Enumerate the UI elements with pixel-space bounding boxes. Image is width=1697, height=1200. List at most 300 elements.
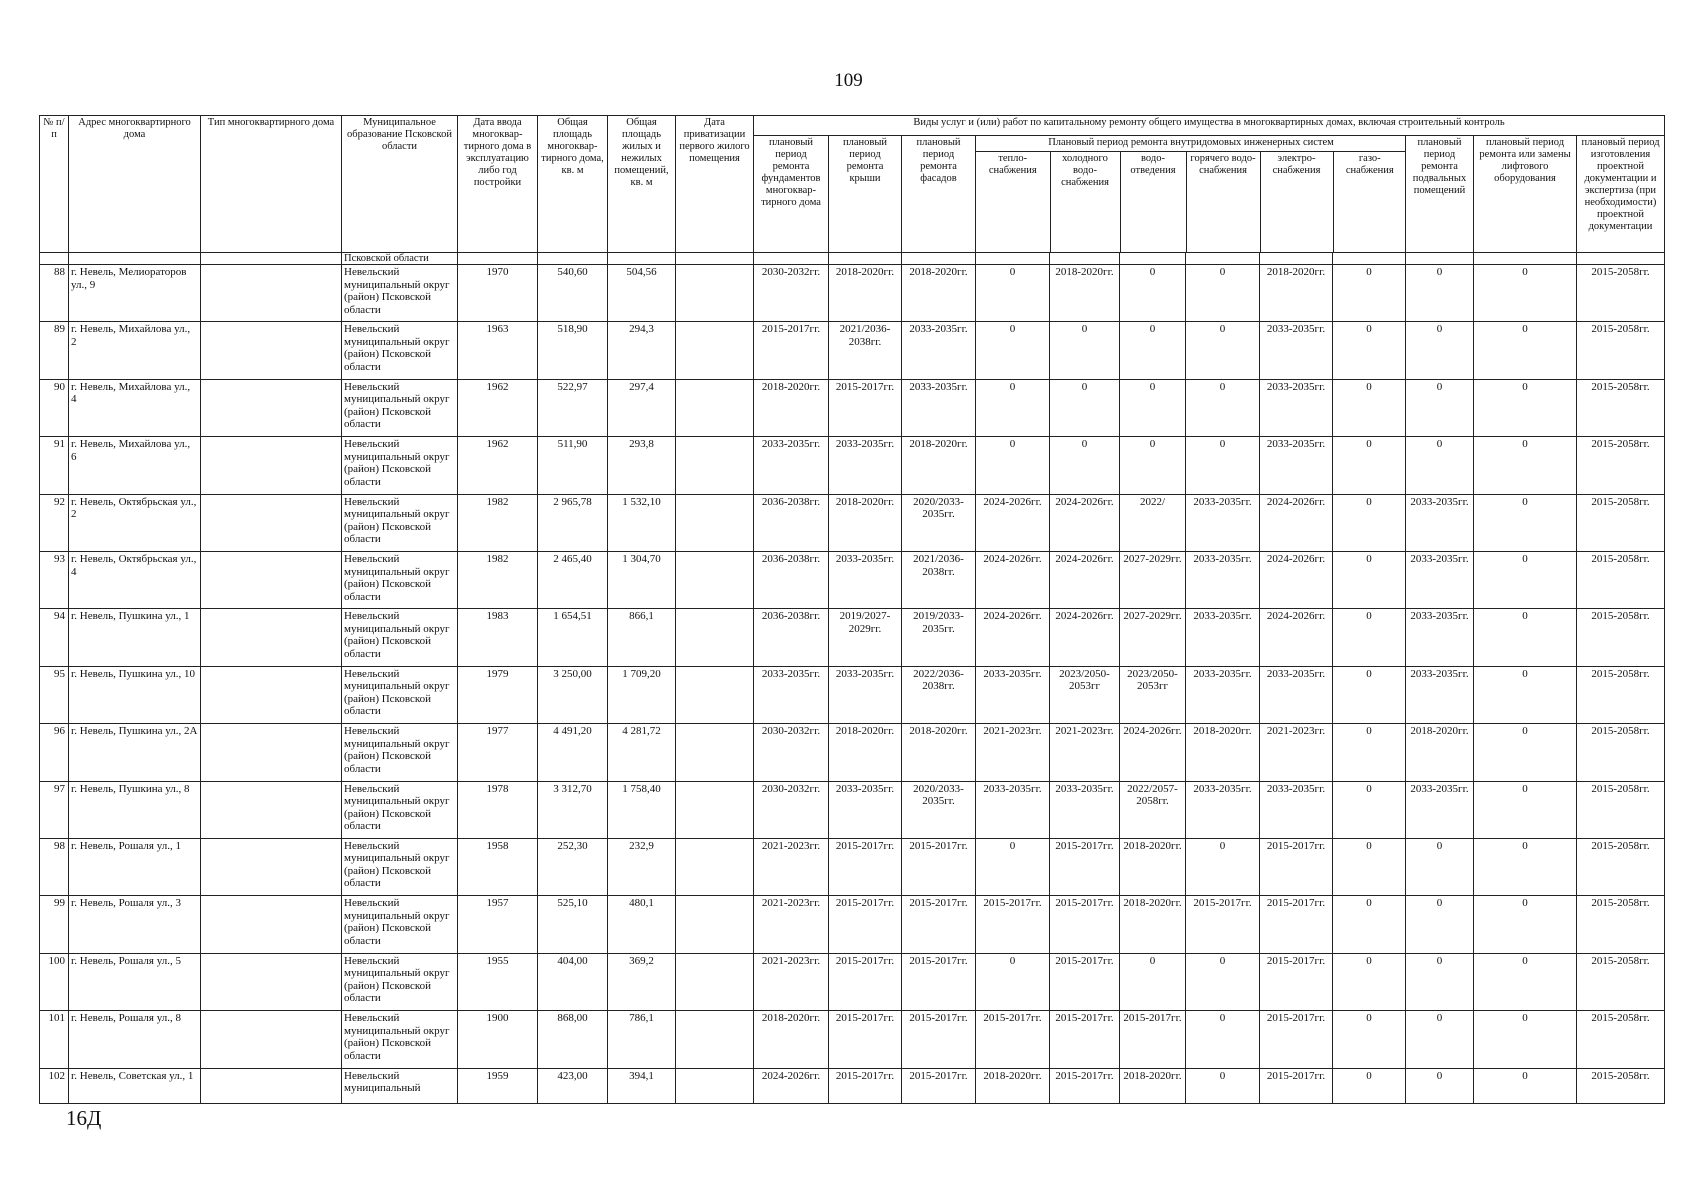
cell-municipality: Невельский муниципальный округ (район) Псковской области xyxy=(342,1011,458,1068)
cell-basement: 0 xyxy=(1406,838,1474,895)
cell-heat: 2033-2035гг. xyxy=(976,666,1050,723)
cell-electric: 2015-2017гг. xyxy=(1260,838,1333,895)
cell-heat: 2024-2026гг. xyxy=(976,609,1050,666)
cell-heat: 0 xyxy=(976,437,1050,494)
table-row xyxy=(40,494,1665,551)
cell-heat: 0 xyxy=(976,379,1050,436)
cell-privatization xyxy=(676,437,754,494)
cell-design: 2015-2058гг. xyxy=(1577,437,1665,494)
cell-privatization xyxy=(676,265,754,322)
cell-sewage: 0 xyxy=(1120,379,1186,436)
cell-cold-water: 2015-2017гг. xyxy=(1050,838,1120,895)
cell-address: г. Невель, Рошаля ул., 1 xyxy=(69,838,201,895)
cell-type xyxy=(201,896,342,953)
cell-total-area: 868,00 xyxy=(538,1011,608,1068)
cell-sewage: 0 xyxy=(1120,953,1186,1010)
continuation-row xyxy=(40,253,1665,265)
header-heat: тепло-снабжения xyxy=(976,151,1050,252)
cell-year: 1963 xyxy=(458,322,538,379)
cell-type xyxy=(201,666,342,723)
cell-foundation: 2024-2026гг. xyxy=(754,1068,829,1103)
cell-sewage: 2022/ xyxy=(1120,494,1186,551)
cell-roof: 2018-2020гг. xyxy=(829,724,902,781)
cell-elevator: 0 xyxy=(1474,838,1577,895)
cell-electric: 2033-2035гг. xyxy=(1260,322,1333,379)
cell-foundation: 2036-2038гг. xyxy=(754,552,829,609)
cell-hot-water: 2015-2017гг. xyxy=(1186,896,1260,953)
cell-heat: 2015-2017гг. xyxy=(976,896,1050,953)
cell-heat: 0 xyxy=(976,838,1050,895)
cell-facade: 2019/2033-2035гг. xyxy=(902,609,976,666)
cell-municipality: Невельский муниципальный округ (район) Псковской области xyxy=(342,781,458,838)
header-roof: плановый период ремонта крыши xyxy=(829,136,902,253)
cell-cold-water: 2018-2020гг. xyxy=(1050,265,1120,322)
cell-heat: 0 xyxy=(976,265,1050,322)
cell-privatization xyxy=(676,838,754,895)
cell-sewage: 2018-2020гг. xyxy=(1120,838,1186,895)
table-row xyxy=(40,1011,1665,1068)
cell-num: 102 xyxy=(40,1068,69,1103)
cell-basement: 0 xyxy=(1406,379,1474,436)
cell-design: 2015-2058гг. xyxy=(1577,609,1665,666)
cell-municipality: Невельский муниципальный округ (район) Псковской области xyxy=(342,437,458,494)
cell-address: г. Невель, Октябрьская ул., 2 xyxy=(69,494,201,551)
cell-sewage: 2024-2026гг. xyxy=(1120,724,1186,781)
table-row xyxy=(40,609,1665,666)
table-row xyxy=(40,838,1665,895)
cell-privatization xyxy=(676,666,754,723)
cell-facade: 2033-2035гг. xyxy=(902,379,976,436)
cell-foundation: 2036-2038гг. xyxy=(754,494,829,551)
cell-sewage: 0 xyxy=(1120,322,1186,379)
cell-gas: 0 xyxy=(1333,322,1406,379)
cell-cold-water: 2015-2017гг. xyxy=(1050,953,1120,1010)
header-num: № п/п xyxy=(40,116,69,253)
cell-roof: 2015-2017гг. xyxy=(829,1068,902,1103)
cell-elevator: 0 xyxy=(1474,265,1577,322)
cell-basement: 0 xyxy=(1406,265,1474,322)
cell-basement: 0 xyxy=(1406,953,1474,1010)
cell-hot-water: 2033-2035гг. xyxy=(1186,666,1260,723)
cell-hot-water: 0 xyxy=(1186,1011,1260,1068)
cell-type xyxy=(201,265,342,322)
cell-municipality: Невельский муниципальный округ (район) Псковской области xyxy=(342,724,458,781)
cell-heat: 2024-2026гг. xyxy=(976,494,1050,551)
header-sewage: водо-отведения xyxy=(1120,151,1186,252)
header-address: Адрес многоквартирного дома xyxy=(69,116,201,253)
cell-hot-water: 2033-2035гг. xyxy=(1186,609,1260,666)
cell-design: 2015-2058гг. xyxy=(1577,494,1665,551)
cell-type xyxy=(201,379,342,436)
cell-sewage: 0 xyxy=(1120,265,1186,322)
cell-gas: 0 xyxy=(1333,437,1406,494)
cell-heat: 2033-2035гг. xyxy=(976,781,1050,838)
cell-total-area: 4 491,20 xyxy=(538,724,608,781)
header-total-area: Общая площадь многоквар-тирного дома, кв. м xyxy=(538,116,608,253)
cell-sewage: 2027-2029гг. xyxy=(1120,609,1186,666)
cell-type xyxy=(201,609,342,666)
cell-num: 93 xyxy=(40,552,69,609)
cell-municipality: Невельский муниципальный xyxy=(342,1068,458,1103)
table-row xyxy=(40,896,1665,953)
cell-sewage: 2018-2020гг. xyxy=(1120,1068,1186,1103)
cell-gas: 0 xyxy=(1333,1011,1406,1068)
cell-year: 1955 xyxy=(458,953,538,1010)
table-row xyxy=(40,379,1665,436)
table-row xyxy=(40,953,1665,1010)
header-engineering xyxy=(976,136,1406,253)
cell-privatization xyxy=(676,953,754,1010)
cell-design: 2015-2058гг. xyxy=(1577,896,1665,953)
cell-heat: 2015-2017гг. xyxy=(976,1011,1050,1068)
cell-total-area: 2 465,40 xyxy=(538,552,608,609)
cell-type xyxy=(201,838,342,895)
cell-type xyxy=(201,724,342,781)
cell-electric: 2018-2020гг. xyxy=(1260,265,1333,322)
cell-roof: 2033-2035гг. xyxy=(829,437,902,494)
cell-basement: 2033-2035гг. xyxy=(1406,609,1474,666)
cell-year: 1957 xyxy=(458,896,538,953)
cell-year: 1979 xyxy=(458,666,538,723)
cell-cold-water: 2024-2026гг. xyxy=(1050,552,1120,609)
cell-type xyxy=(201,437,342,494)
cell-gas: 0 xyxy=(1333,1068,1406,1103)
cell-type xyxy=(201,781,342,838)
cell-total-area: 2 965,78 xyxy=(538,494,608,551)
cell-elevator: 0 xyxy=(1474,552,1577,609)
cell-roof: 2033-2035гг. xyxy=(829,781,902,838)
cell-sewage: 2015-2017гг. xyxy=(1120,1011,1186,1068)
cell-cold-water: 0 xyxy=(1050,379,1120,436)
cell-municipality: Невельский муниципальный округ (район) Псковской области xyxy=(342,953,458,1010)
cell-foundation: 2030-2032гг. xyxy=(754,781,829,838)
cell-elevator: 0 xyxy=(1474,1011,1577,1068)
cell-address: г. Невель, Михайлова ул., 4 xyxy=(69,379,201,436)
cell-living-area: 297,4 xyxy=(608,379,676,436)
cell-basement: 2018-2020гг. xyxy=(1406,724,1474,781)
cell-address: г. Невель, Пушкина ул., 8 xyxy=(69,781,201,838)
cell-facade: 2015-2017гг. xyxy=(902,1068,976,1103)
cell-num: 97 xyxy=(40,781,69,838)
cell-design: 2015-2058гг. xyxy=(1577,1011,1665,1068)
page-number: 109 xyxy=(834,70,863,91)
cell-gas: 0 xyxy=(1333,666,1406,723)
cell-facade: 2033-2035гг. xyxy=(902,322,976,379)
cell-privatization xyxy=(676,781,754,838)
cell-privatization xyxy=(676,494,754,551)
cell-cold-water: 2033-2035гг. xyxy=(1050,781,1120,838)
cell-cold-water: 2021-2023гг. xyxy=(1050,724,1120,781)
cell-year: 1900 xyxy=(458,1011,538,1068)
cell-heat: 0 xyxy=(976,953,1050,1010)
header-foundation: плановый период ремонта фундаментов многоквар-тирного дома xyxy=(754,136,829,253)
cell-type xyxy=(201,494,342,551)
header-living-area: Общая площадь жилых и нежилых помещений, кв. м xyxy=(608,116,676,253)
table-row xyxy=(40,1068,1665,1103)
cell-foundation: 2021-2023гг. xyxy=(754,953,829,1010)
cell-cold-water: 2023/2050-2053гг xyxy=(1050,666,1120,723)
cell-year: 1970 xyxy=(458,265,538,322)
cell-foundation: 2021-2023гг. xyxy=(754,838,829,895)
cell-year: 1962 xyxy=(458,379,538,436)
cell-roof: 2015-2017гг. xyxy=(829,896,902,953)
cell-facade: 2020/2033-2035гг. xyxy=(902,781,976,838)
cell-facade: 2021/2036-2038гг. xyxy=(902,552,976,609)
cell-elevator: 0 xyxy=(1474,666,1577,723)
cell-hot-water: 0 xyxy=(1186,437,1260,494)
cell-electric: 2033-2035гг. xyxy=(1260,666,1333,723)
cell-living-area: 1 532,10 xyxy=(608,494,676,551)
cell-hot-water: 0 xyxy=(1186,265,1260,322)
cell-total-area: 3 312,70 xyxy=(538,781,608,838)
cell-hot-water: 0 xyxy=(1186,322,1260,379)
cell-municipality: Невельский муниципальный округ (район) Псковской области xyxy=(342,838,458,895)
cell-privatization xyxy=(676,379,754,436)
cell-foundation: 2018-2020гг. xyxy=(754,379,829,436)
cell-design: 2015-2058гг. xyxy=(1577,666,1665,723)
cell-privatization xyxy=(676,609,754,666)
cell-total-area: 3 250,00 xyxy=(538,666,608,723)
cell-roof: 2015-2017гг. xyxy=(829,379,902,436)
cell-design: 2015-2058гг. xyxy=(1577,953,1665,1010)
cell-address: г. Невель, Пушкина ул., 1 xyxy=(69,609,201,666)
cell-type xyxy=(201,322,342,379)
cell-basement: 0 xyxy=(1406,322,1474,379)
cell-privatization xyxy=(676,322,754,379)
cell-roof: 2018-2020гг. xyxy=(829,494,902,551)
cell-living-area: 504,56 xyxy=(608,265,676,322)
cell-total-area: 404,00 xyxy=(538,953,608,1010)
cell-design: 2015-2058гг. xyxy=(1577,838,1665,895)
cell-living-area: 866,1 xyxy=(608,609,676,666)
cell-address: г. Невель, Пушкина ул., 2А xyxy=(69,724,201,781)
cell-cold-water: 2015-2017гг. xyxy=(1050,1068,1120,1103)
cell-facade: 2015-2017гг. xyxy=(902,838,976,895)
cell-gas: 0 xyxy=(1333,379,1406,436)
cell-electric: 2024-2026гг. xyxy=(1260,552,1333,609)
header-engineering-group: Плановый период ремонта внутридомовых инженерных систем xyxy=(976,136,1406,151)
cell-living-area: 480,1 xyxy=(608,896,676,953)
cell-num: 88 xyxy=(40,265,69,322)
cell-foundation: 2015-2017гг. xyxy=(754,322,829,379)
table-row xyxy=(40,552,1665,609)
cell-design: 2015-2058гг. xyxy=(1577,781,1665,838)
cell-type xyxy=(201,953,342,1010)
cell-elevator: 0 xyxy=(1474,609,1577,666)
cell-basement: 2033-2035гг. xyxy=(1406,552,1474,609)
cell-roof: 2018-2020гг. xyxy=(829,265,902,322)
cell-cold-water: 0 xyxy=(1050,322,1120,379)
cell-cold-water: 2015-2017гг. xyxy=(1050,896,1120,953)
cell-year: 1982 xyxy=(458,494,538,551)
capital-repair-table xyxy=(39,115,1665,1104)
cell-privatization xyxy=(676,724,754,781)
cell-municipality: Невельский муниципальный округ (район) Псковской области xyxy=(342,265,458,322)
cell-municipality: Невельский муниципальный округ (район) Псковской области xyxy=(342,494,458,551)
cell-facade: 2015-2017гг. xyxy=(902,1011,976,1068)
cell-gas: 0 xyxy=(1333,609,1406,666)
cell-foundation: 2030-2032гг. xyxy=(754,724,829,781)
cell-living-area: 232,9 xyxy=(608,838,676,895)
cell-total-area: 252,30 xyxy=(538,838,608,895)
cell-address: г. Невель, Михайлова ул., 2 xyxy=(69,322,201,379)
cell-electric: 2024-2026гг. xyxy=(1260,494,1333,551)
cell-facade: 2018-2020гг. xyxy=(902,265,976,322)
cell-electric: 2015-2017гг. xyxy=(1260,953,1333,1010)
cell-sewage: 2022/2057-2058гг. xyxy=(1120,781,1186,838)
cell-roof: 2015-2017гг. xyxy=(829,1011,902,1068)
cell-facade: 2022/2036-2038гг. xyxy=(902,666,976,723)
cell-municipality: Невельский муниципальный округ (район) Псковской области xyxy=(342,609,458,666)
header-facade: плановый период ремонта фасадов xyxy=(902,136,976,253)
cell-year: 1978 xyxy=(458,781,538,838)
header-cold-water: холодного водо-снабжения xyxy=(1050,151,1120,252)
cell-electric: 2033-2035гг. xyxy=(1260,437,1333,494)
cell-gas: 0 xyxy=(1333,265,1406,322)
cell-roof: 2033-2035гг. xyxy=(829,666,902,723)
cell-total-area: 525,10 xyxy=(538,896,608,953)
cell-num: 98 xyxy=(40,838,69,895)
cell-municipality: Невельский муниципальный округ (район) Псковской области xyxy=(342,666,458,723)
cell-privatization xyxy=(676,1068,754,1103)
header-hot-water: горячего водо-снабжения xyxy=(1186,151,1260,252)
cell-basement: 0 xyxy=(1406,1011,1474,1068)
cell-sewage: 2027-2029гг. xyxy=(1120,552,1186,609)
cell-municipality: Невельский муниципальный округ (район) Псковской области xyxy=(342,322,458,379)
cell-design: 2015-2058гг. xyxy=(1577,1068,1665,1103)
cell-elevator: 0 xyxy=(1474,781,1577,838)
cell-heat: 2021-2023гг. xyxy=(976,724,1050,781)
cell-design: 2015-2058гг. xyxy=(1577,552,1665,609)
cell-year: 1962 xyxy=(458,437,538,494)
cell-year: 1983 xyxy=(458,609,538,666)
cell-roof: 2015-2017гг. xyxy=(829,953,902,1010)
cell-facade: 2020/2033-2035гг. xyxy=(902,494,976,551)
cell-living-area: 1 304,70 xyxy=(608,552,676,609)
cell-roof: 2015-2017гг. xyxy=(829,838,902,895)
cell-gas: 0 xyxy=(1333,781,1406,838)
cell-gas: 0 xyxy=(1333,896,1406,953)
cell-design: 2015-2058гг. xyxy=(1577,322,1665,379)
cell-foundation: 2033-2035гг. xyxy=(754,666,829,723)
cell-total-area: 1 654,51 xyxy=(538,609,608,666)
table-row xyxy=(40,781,1665,838)
header-works-group: Виды услуг и (или) работ по капитальному ремонту общего имущества в многоквартирных домах, включая строительный контроль xyxy=(754,116,1665,136)
cell-num: 100 xyxy=(40,953,69,1010)
cell-elevator: 0 xyxy=(1474,724,1577,781)
cell-basement: 0 xyxy=(1406,896,1474,953)
cell-year: 1959 xyxy=(458,1068,538,1103)
cell-address: г. Невель, Октябрьская ул., 4 xyxy=(69,552,201,609)
cell-privatization xyxy=(676,1011,754,1068)
header-gas: газо-снабжения xyxy=(1345,152,1394,176)
cell-hot-water: 2033-2035гг. xyxy=(1186,494,1260,551)
header-electric: электро-снабжения xyxy=(1260,151,1333,252)
cell-living-area: 4 281,72 xyxy=(608,724,676,781)
cell-total-area: 518,90 xyxy=(538,322,608,379)
header-privatization-date: Дата приватизации первого жилого помещения xyxy=(676,116,754,253)
cell-design: 2015-2058гг. xyxy=(1577,379,1665,436)
cell-address: г. Невель, Рошаля ул., 3 xyxy=(69,896,201,953)
cell-type xyxy=(201,1011,342,1068)
cell-address: г. Невель, Мелиораторов ул., 9 xyxy=(69,265,201,322)
cell-living-area: 394,1 xyxy=(608,1068,676,1103)
cell-living-area: 293,8 xyxy=(608,437,676,494)
cell-elevator: 0 xyxy=(1474,437,1577,494)
cell-municipality: Невельский муниципальный округ (район) Псковской области xyxy=(342,552,458,609)
cell-type xyxy=(201,552,342,609)
cell-hot-water: 0 xyxy=(1186,1068,1260,1103)
cell-year: 1958 xyxy=(458,838,538,895)
cell-heat: 2024-2026гг. xyxy=(976,552,1050,609)
cell-gas: 0 xyxy=(1333,953,1406,1010)
cell-basement: 2033-2035гг. xyxy=(1406,666,1474,723)
cell-hot-water: 2033-2035гг. xyxy=(1186,781,1260,838)
cell-roof: 2019/2027-2029гг. xyxy=(829,609,902,666)
cell-electric: 2021-2023гг. xyxy=(1260,724,1333,781)
cell-design: 2015-2058гг. xyxy=(1577,265,1665,322)
cell-elevator: 0 xyxy=(1474,494,1577,551)
cell-num: 89 xyxy=(40,322,69,379)
cell-total-area: 423,00 xyxy=(538,1068,608,1103)
cell-elevator: 0 xyxy=(1474,896,1577,953)
cell-foundation: 2033-2035гг. xyxy=(754,437,829,494)
cell-heat: 0 xyxy=(976,322,1050,379)
cell-basement: 0 xyxy=(1406,437,1474,494)
cell-gas: 0 xyxy=(1333,724,1406,781)
cell-num: 92 xyxy=(40,494,69,551)
cell-electric: 2033-2035гг. xyxy=(1260,781,1333,838)
cell-total-area: 540,60 xyxy=(538,265,608,322)
cell-living-area: 294,3 xyxy=(608,322,676,379)
continuation-municipality: Псковской области xyxy=(342,253,458,265)
cell-type xyxy=(201,1068,342,1103)
table-row xyxy=(40,437,1665,494)
cell-year: 1977 xyxy=(458,724,538,781)
cell-hot-water: 0 xyxy=(1186,379,1260,436)
header-elevator: плановый период ремонта или замены лифтового оборудования xyxy=(1474,136,1577,253)
cell-living-area: 1 758,40 xyxy=(608,781,676,838)
cell-address: г. Невель, Рошаля ул., 5 xyxy=(69,953,201,1010)
cell-elevator: 0 xyxy=(1474,1068,1577,1103)
table-row xyxy=(40,265,1665,322)
cell-num: 101 xyxy=(40,1011,69,1068)
cell-municipality: Невельский муниципальный округ (район) Псковской области xyxy=(342,896,458,953)
cell-num: 99 xyxy=(40,896,69,953)
cell-heat: 2018-2020гг. xyxy=(976,1068,1050,1103)
cell-electric: 2015-2017гг. xyxy=(1260,1068,1333,1103)
cell-gas: 0 xyxy=(1333,552,1406,609)
cell-cold-water: 2024-2026гг. xyxy=(1050,609,1120,666)
cell-basement: 2033-2035гг. xyxy=(1406,494,1474,551)
cell-living-area: 369,2 xyxy=(608,953,676,1010)
cell-hot-water: 0 xyxy=(1186,953,1260,1010)
cell-facade: 2015-2017гг. xyxy=(902,953,976,1010)
cell-roof: 2021/2036-2038гг. xyxy=(829,322,902,379)
cell-hot-water: 2018-2020гг. xyxy=(1186,724,1260,781)
cell-year: 1982 xyxy=(458,552,538,609)
cell-electric: 2033-2035гг. xyxy=(1260,379,1333,436)
cell-num: 94 xyxy=(40,609,69,666)
cell-num: 91 xyxy=(40,437,69,494)
cell-address: г. Невель, Рошаля ул., 8 xyxy=(69,1011,201,1068)
cell-basement: 2033-2035гг. xyxy=(1406,781,1474,838)
cell-address: г. Невель, Пушкина ул., 10 xyxy=(69,666,201,723)
cell-hot-water: 0 xyxy=(1186,838,1260,895)
cell-foundation: 2030-2032гг. xyxy=(754,265,829,322)
cell-cold-water: 2024-2026гг. xyxy=(1050,494,1120,551)
cell-facade: 2018-2020гг. xyxy=(902,437,976,494)
